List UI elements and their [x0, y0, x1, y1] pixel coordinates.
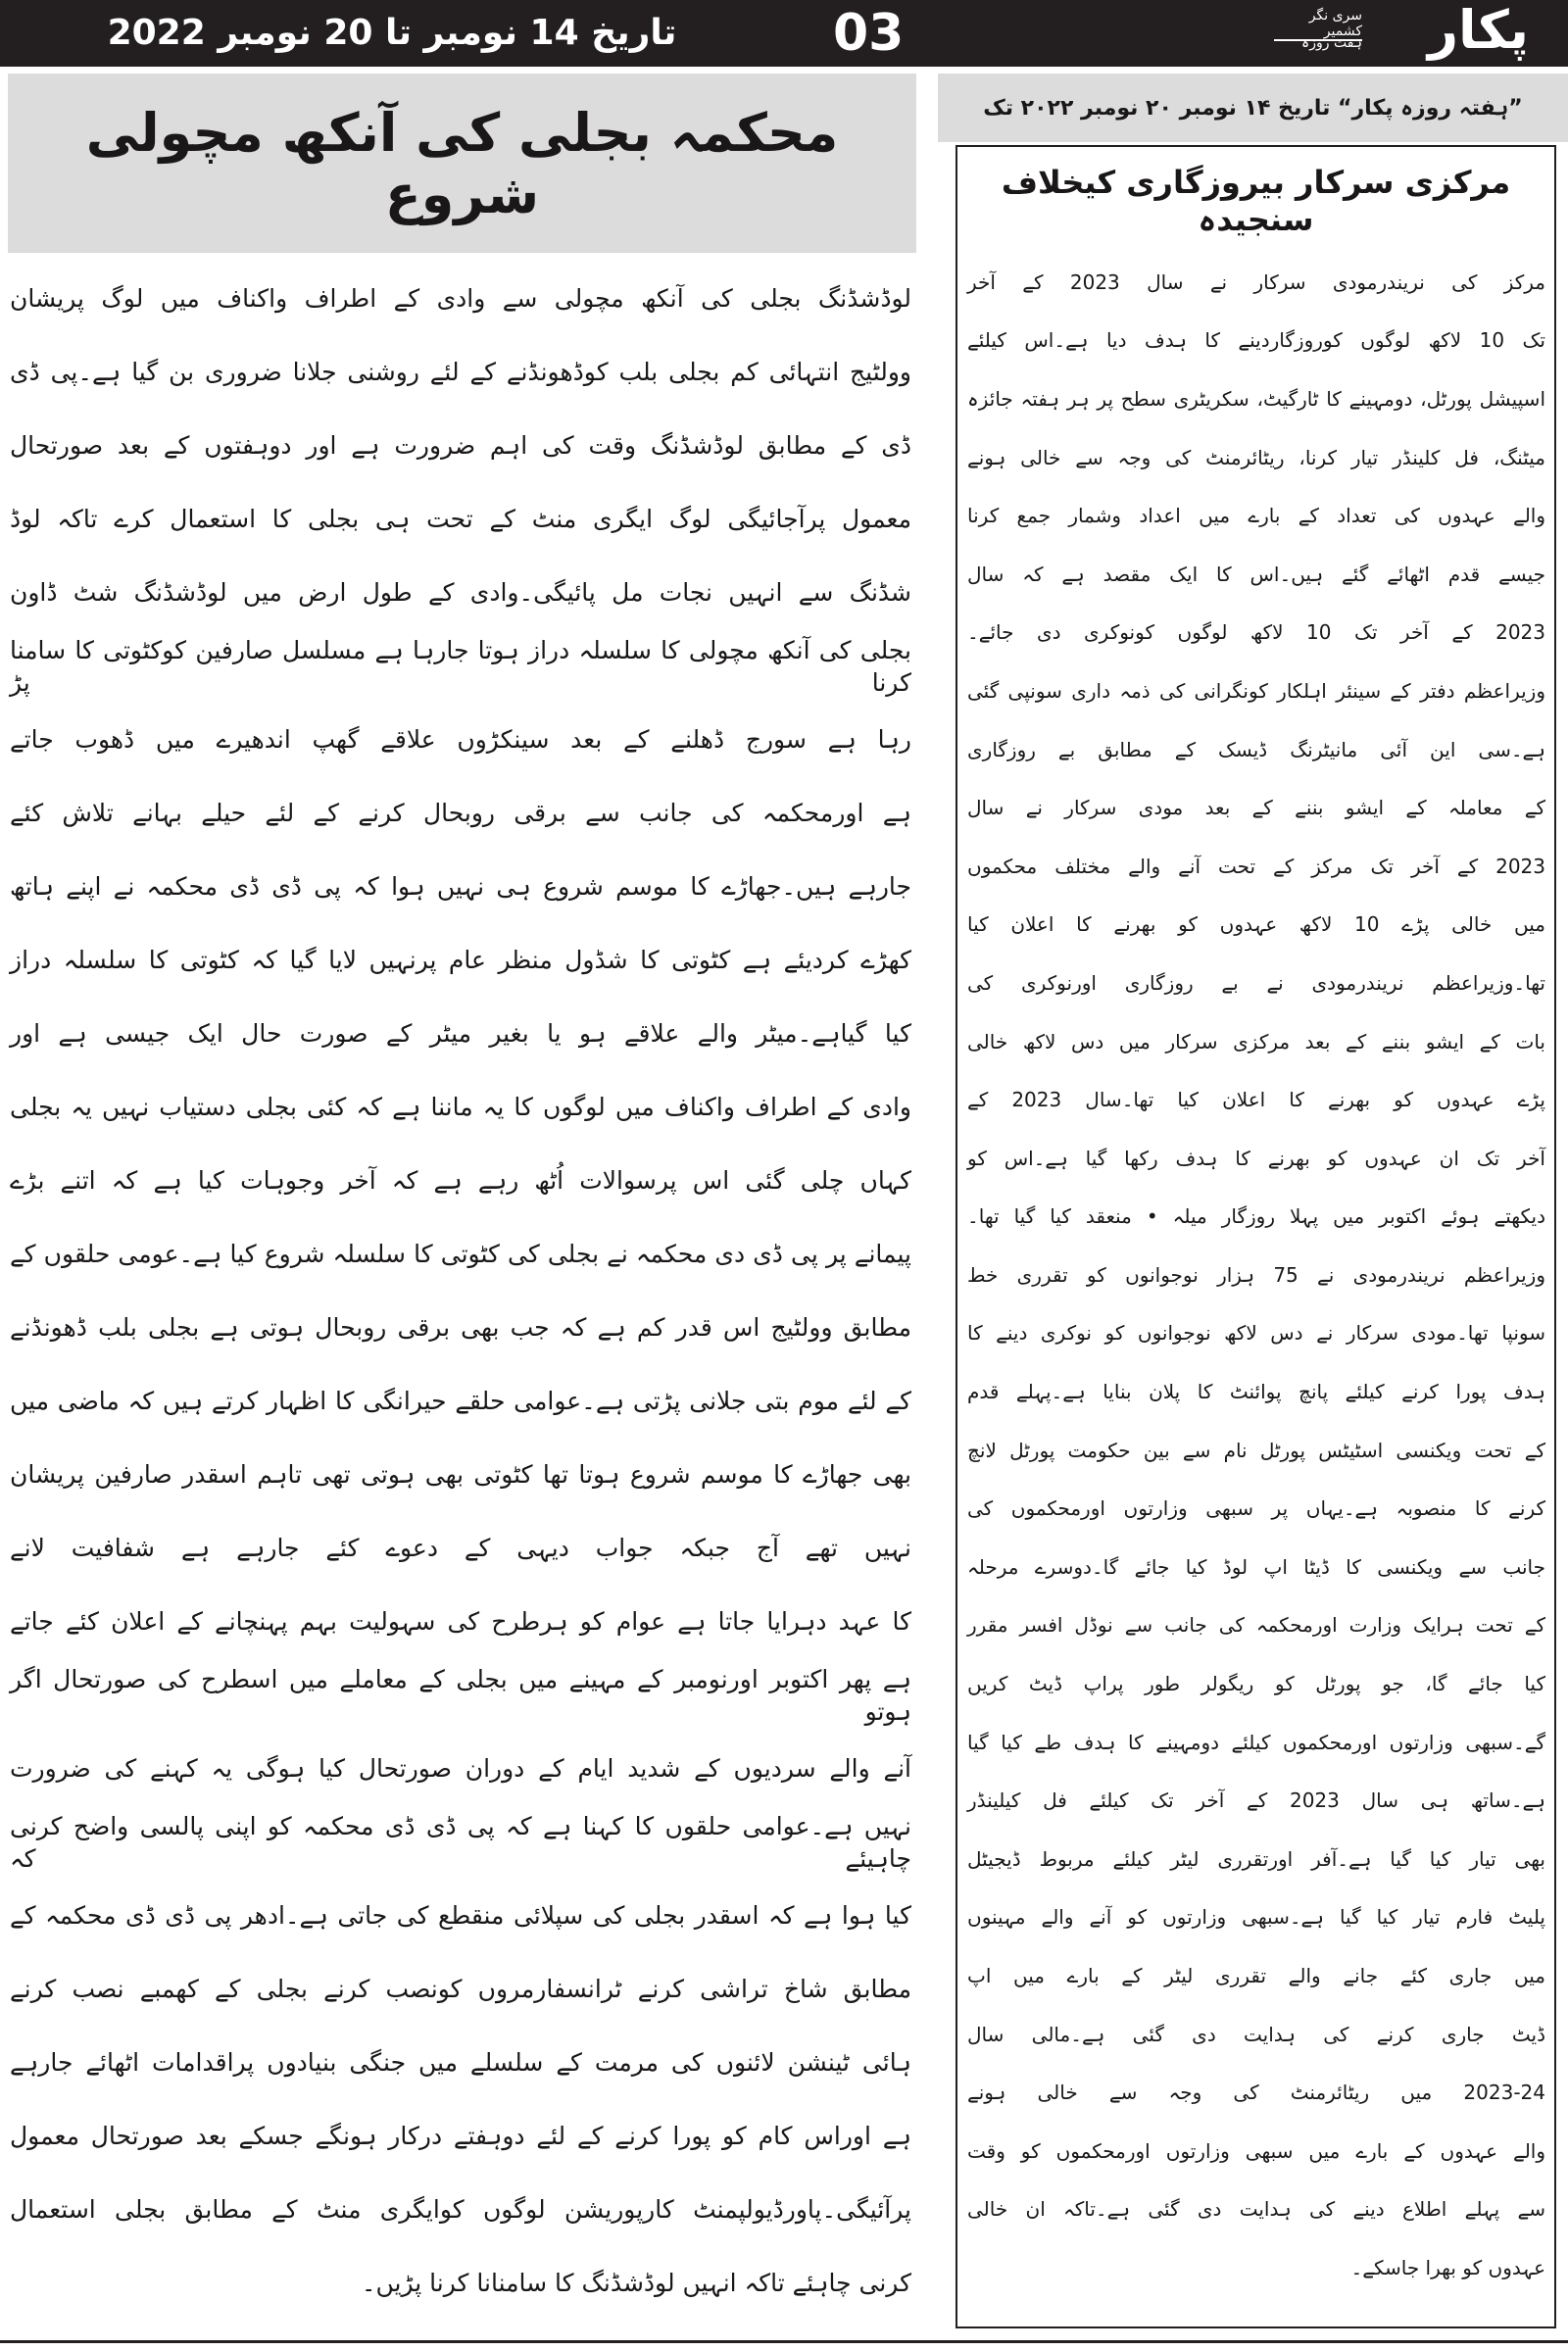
article-line	[10, 557, 911, 630]
article-line	[10, 2174, 911, 2247]
article-line-text: ہے پھر اکتوبر اورنومبر کے مہینے میں بجلی کے معاملے میں اسطرح کی صورتحال اگر ہوتو	[10, 1665, 911, 1726]
article-line	[10, 998, 911, 1071]
article-line-text: کرنے کا منصوبہ ہے۔یہاں پر سبھی وزارتوں اورمحکموں کی	[967, 1496, 1545, 1521]
logo-city: سری نگر کشمیر	[1274, 8, 1362, 41]
article-line-text: کا عہد دہرایا جاتا ہے عوام کو ہرطرح کی سہولیت بہم پہنچانے کے اعلان کئے جاتے	[10, 1607, 911, 1637]
article-line-text: ہے۔ساتھ ہی سال 2023 کے آخر تک کیلئے فل کیلینڈر	[967, 1788, 1545, 1813]
article-line-text: نہیں تھے آج جبکہ جواب دیہی کے دعوے کئے جارہے ہے شفافیت لانے	[10, 1534, 911, 1563]
article-line-text: تھا۔وزیراعظم نریندرمودی نے بے روزگاری اورنوکری کی	[967, 970, 1545, 995]
article-line-text: اسپیشل پورٹل، دومہینے کا ٹارگیٹ، سکریٹری سطح پر ہر ہفتہ جائزہ	[967, 386, 1545, 411]
article-line-text: بھی جھاڑے کا موسم شروع ہوتا تھا کٹوتی بھی ہوتی تھی تاہم اسقدر صارفین پریشان	[10, 1460, 911, 1490]
article-line	[10, 1145, 911, 1218]
article-line-text: ہے اورمحکمہ کی جانب سے برقی روبحال کرنے کے لئے حیلے بہانے تلاش کئے	[10, 799, 911, 828]
article-line	[967, 2238, 1545, 2297]
article-line	[10, 1071, 911, 1145]
left-headline-box	[8, 73, 916, 253]
article-line	[10, 1292, 911, 1365]
article-line	[967, 1946, 1545, 2005]
article-line-text: کھڑے کردیئے ہے کٹوتی کا شڈول منظر عام پرنہیں لایا گیا کہ کٹوتی کا سلسلہ دراز	[10, 946, 911, 975]
right-article-box	[956, 145, 1556, 2328]
article-line-text: معمول پرآجائیگی لوگ ایگری منٹ کے تحت ہی بجلی کا استعمال کرے تاکہ لوڈ	[10, 505, 911, 534]
article-line-text: شڈنگ سے انہیں نجات مل پائیگی۔وادی کے طول ارض میں لوڈشڈنگ شٹ ڈاون	[10, 578, 911, 608]
article-line-text: ڈیٹ جاری کرنے کی ہدایت دی گئی ہے۔مالی سال	[967, 2022, 1545, 2046]
article-line-text: کیا گیاہے۔میٹر والے علاقے ہو یا بغیر میٹر کے صورت حال ایک جیسی ہے اور	[10, 1019, 911, 1049]
article-line-text: ہے اوراس کام کو پورا کرنے کے لئے دوہفتے درکار ہونگے جسکے بعد صورتحال معمول	[10, 2122, 911, 2151]
article-line	[967, 369, 1545, 428]
right-date-strip	[938, 73, 1568, 142]
article-line	[10, 1586, 911, 1659]
article-line	[10, 1512, 911, 1586]
article-line-text: ہے۔سی این آئی مانیٹرنگ ڈیسک کے مطابق بے روزگاری	[967, 737, 1545, 761]
article-line	[10, 1659, 911, 1733]
article-line-text: تک 10 لاکھ لوگوں کوروزگاردینے کا ہدف دیا ہے۔اس کیلئے	[967, 328, 1545, 353]
article-line-text: بجلی کی آنکھ مچولی کا سلسلہ دراز ہوتا جارہا ہے مسلسل صارفین کوکٹوتی کا سامنا کرنا پڑ	[10, 636, 911, 697]
article-line	[10, 410, 911, 483]
article-line-text: پیمانے پر پی ڈی دی محکمہ نے بجلی کی کٹوتی کا سلسلہ شروع کیا ہے۔عومی حلقوں کے	[10, 1240, 911, 1269]
article-line-text: بھی تیار کیا گیا ہے۔آفر اورتقرری لیٹر کیلئے مربوط ڈیجیٹل	[967, 1846, 1545, 1871]
article-line	[967, 1012, 1545, 1071]
article-line-text: گے۔سبھی وزارتوں اورمحکموں کیلئے دومہینے کا ہدف طے کیا گیا	[967, 1730, 1545, 1754]
article-line-text: آخر تک ان عہدوں کو بھرنے کا ہدف رکھا گیا ہے۔اس کو	[967, 1146, 1545, 1170]
article-line	[967, 1304, 1545, 1363]
article-line	[967, 1421, 1545, 1480]
article-line-text: سونپا تھا۔مودی سرکار نے دس لاکھ نوجوانوں کو نوکری دینے کا	[967, 1321, 1545, 1346]
article-line-text: وزیراعظم دفتر کے سینئر اہلکار کونگرانی کی ذمہ داری سونپی گئی	[967, 678, 1545, 703]
article-line-text: دیکھتے ہوئے اکتوبر میں پہلا روزگار میلہ • منعقد کیا گیا تھا۔	[967, 1204, 1545, 1229]
article-line	[967, 604, 1545, 662]
left-article-body	[10, 263, 911, 2321]
article-line-text: ڈی کے مطابق لوڈشڈنگ وقت کی اہم ضرورت ہے اور دوہفتوں کے بعد صورتحال	[10, 431, 911, 461]
issue-date: تاریخ 14 نومبر تا 20 نومبر 2022	[107, 13, 677, 53]
article-line-text: جانب سے ویکنسی کا ڈیٹا اپ لوڈ کیا جائے گا۔دوسرے مرحلہ	[967, 1554, 1545, 1579]
right-headline: مرکزی سرکار بیروزگاری کیخلاف سنجیدہ	[1001, 164, 1511, 238]
article-line-text: وولٹیج انتہائی کم بجلی بلب کوڈھونڈنے کے لئے روشنی جلانا ضروری بن گیا ہے۔پی ڈی	[10, 358, 911, 387]
article-line-text: پرآئیگی۔پاورڈیولپمنٹ کارپوریشن لوگوں کوایگری منٹ کے مطابق بجلی استعمال	[10, 2195, 911, 2225]
article-line-text: کے معاملہ کے ایشو بننے کے بعد مودی سرکار نے سال	[967, 796, 1545, 820]
article-line	[967, 1596, 1545, 1655]
article-line-text: کہاں چلی گئی اس پرسوالات اُٹھ رہے ہے کہ آخر وجوہات کیا ہے کہ اتنے بڑے	[10, 1166, 911, 1196]
article-line-text: وزیراعظم نریندرمودی نے 75 ہزار نوجوانوں کو تقرری خط	[967, 1262, 1545, 1287]
article-line	[10, 1880, 911, 1953]
article-line-text: 2023 کے آخر تک 10 لاکھ لوگوں کونوکری دی جائے۔	[967, 620, 1545, 645]
article-line-text: وادی کے اطراف واکناف میں لوگوں کا یہ ماننا ہے کہ کئی بجلی دستیاب نہیں یہ بجلی	[10, 1093, 911, 1122]
article-line-text: والے عہدوں کے بارے میں سبھی وزارتوں اورمحکموں کو وقت	[967, 2138, 1545, 2163]
bottom-divider	[0, 2340, 1568, 2343]
article-line	[967, 312, 1545, 370]
right-article-body	[967, 253, 1545, 2297]
article-line	[10, 483, 911, 557]
article-line	[967, 2005, 1545, 2064]
left-headline: محکمہ بجلی کی آنکھ مچولی شروع	[85, 101, 839, 225]
article-line	[10, 336, 911, 410]
article-line	[967, 896, 1545, 955]
article-line-text: کرنی چاہئے تاکہ انہیں لوڈشڈنگ کا سامنانا کرنا پڑیں۔	[361, 2269, 911, 2298]
article-line-text: میں خالی پڑے 10 لاکھ عہدوں کو بھرنے کا اعلان کیا	[967, 912, 1545, 937]
article-line	[967, 1129, 1545, 1188]
article-line	[967, 1771, 1545, 1830]
article-line	[967, 486, 1545, 545]
article-line-text: آنے والے سردیوں کے شدید ایام کے دوران صورتحال کیا ہوگی یہ کہنے کی ضرورت	[10, 1754, 912, 1784]
article-line	[967, 837, 1545, 896]
logo-weekly: ہفت روزہ	[1301, 35, 1362, 51]
article-line-text: 2023 کے آخر تک مرکز کے تحت آنے والے مختلف محکموں	[967, 854, 1545, 878]
article-line-text: مرکز کی نریندرمودی سرکار نے سال 2023 کے آخر	[967, 269, 1545, 294]
article-line	[967, 1654, 1545, 1713]
article-line-text: کے تحت ہرایک وزارت اورمحکمہ کی جانب سے نوڈل افسر مقرر	[967, 1613, 1545, 1638]
article-line	[10, 630, 911, 704]
article-line	[967, 1070, 1545, 1129]
article-line	[10, 777, 911, 851]
article-line	[967, 2122, 1545, 2180]
article-line-text: میٹنگ، فل کلینڈر تیار کرنا، ریٹائرمنٹ کی وجہ سے خالی ہونے	[967, 445, 1545, 469]
article-line-text: پلیٹ فارم تیار کیا گیا ہے۔سبھی وزارتوں کو آنے والے مہینوں	[967, 1905, 1545, 1930]
article-line	[10, 2247, 911, 2321]
article-line-text: جیسے قدم اٹھائے گئے ہیں۔اس کا ایک مقصد ہے کہ سال	[967, 562, 1545, 586]
article-line-text: نہیں ہے۔عوامی حلقوں کا کہنا ہے کہ پی ڈی ڈی محکمہ کو اپنی پالسی واضح کرنی چاہیئے کہ	[10, 1812, 911, 1873]
article-line-text: سے پہلے اطلاع دینے کی ہدایت دی گئی ہے۔تاکہ ان خالی	[967, 2197, 1545, 2222]
article-line	[967, 1713, 1545, 1772]
newspaper-logo	[1274, 2, 1529, 65]
article-line	[967, 1188, 1545, 1247]
article-line-text: ہدف پورا کرنے کیلئے پانچ پوائنٹ کا پلان بنایا ہے۔پہلے قدم	[967, 1380, 1545, 1404]
article-line	[967, 428, 1545, 487]
right-headline-box	[957, 147, 1554, 255]
article-line-text: عہدوں کو بھرا جاسکے۔	[1350, 2255, 1545, 2279]
article-line	[967, 2063, 1545, 2122]
article-line-text: بات کے ایشو بننے کے بعد مرکزی سرکار میں دس لاکھ خالی	[967, 1029, 1545, 1053]
page-number: 03	[833, 4, 905, 63]
article-line-text: مطابق وولٹیج اس قدر کم ہے کہ جب بھی برقی روبحال ہوتی ہے بجلی بلب ڈھونڈنے	[10, 1313, 911, 1343]
article-line	[967, 1362, 1545, 1421]
article-line	[967, 253, 1545, 312]
article-line	[10, 1733, 911, 1806]
article-line	[10, 924, 911, 998]
article-line	[10, 1953, 911, 2027]
article-line	[967, 1538, 1545, 1596]
article-line	[967, 1246, 1545, 1304]
article-line	[967, 2180, 1545, 2239]
article-line	[967, 545, 1545, 604]
right-date-strip-text: ”ہفتہ روزہ پکار“ تاریخ ۱۴ نومبر ۲۰ نومبر ۲۰۲۲ تک	[983, 95, 1523, 121]
article-line	[967, 1830, 1545, 1888]
article-line-text: لوڈشڈنگ بجلی کی آنکھ مچولی سے وادی کے اطراف واکناف میں لوگ پریشان	[10, 284, 911, 314]
article-line	[10, 1218, 911, 1292]
article-line-text: کیا ہوا ہے کہ اسقدر بجلی کی سپلائی منقطع کی جاتی ہے۔ادھر پی ڈی ڈی محکمہ کے	[10, 1901, 911, 1931]
article-line	[967, 1888, 1545, 1947]
article-line-text: ہائی ٹینشن لائنوں کی مرمت کے سلسلے میں جنگی بنیادوں پراقدامات اٹھائے جارہے	[10, 2048, 911, 2078]
article-line	[10, 851, 911, 924]
article-line-text: پڑے عہدوں کو بھرنے کا اعلان کیا تھا۔سال 2023 کے	[967, 1088, 1545, 1112]
article-line-text: میں جاری کئے جانے والے تقرری لیٹر کے بارے میں اپ	[967, 1964, 1545, 1988]
article-line	[10, 704, 911, 777]
article-line	[967, 954, 1545, 1012]
article-line-text: مطابق شاخ تراشی کرنے ٹرانسفارمروں کونصب کرنے بجلی کے کھمبے نصب کرنے	[10, 1975, 911, 2004]
article-line	[967, 720, 1545, 779]
article-line	[10, 2100, 911, 2174]
article-line	[10, 1365, 911, 1439]
article-line-text: رہا ہے سورج ڈھلنے کے بعد سینکڑوں علاقے گھپ اندھیرے میں ڈھوب جاتے	[10, 725, 911, 755]
article-line	[10, 2027, 911, 2100]
article-line	[967, 1479, 1545, 1538]
article-line-text: والے عہدوں کی تعداد کے بارے میں اعداد وشمار جمع کرنا	[967, 504, 1545, 528]
article-line	[967, 661, 1545, 720]
article-line	[10, 1439, 911, 1512]
article-line-text: کے تحت ویکنسی اسٹیٹس پورٹل نام سے بین حکومت پورٹل لانچ	[967, 1438, 1545, 1462]
article-line	[967, 778, 1545, 837]
article-line-text: کے لئے موم بتی جلانی پڑتی ہے۔عوامی حلقے حیرانگی کا اظہار کرتے ہیں کہ ماضی میں	[10, 1387, 911, 1416]
article-line	[10, 263, 911, 336]
article-line	[10, 1806, 911, 1880]
logo-title: پکار	[1427, 0, 1529, 61]
article-line-text: کیا جائے گا، جو پورٹل کو ریگولر طور پراپ ڈیٹ کریں	[967, 1672, 1545, 1696]
masthead	[0, 0, 1568, 67]
article-line-text: جارہے ہیں۔جھاڑے کا موسم شروع ہی نہیں ہوا کہ پی ڈی ڈی محکمہ نے اپنے ہاتھ	[10, 872, 911, 902]
article-line-text: 2023-24 میں ریٹائرمنٹ کی وجہ سے خالی ہونے	[967, 2081, 1545, 2105]
